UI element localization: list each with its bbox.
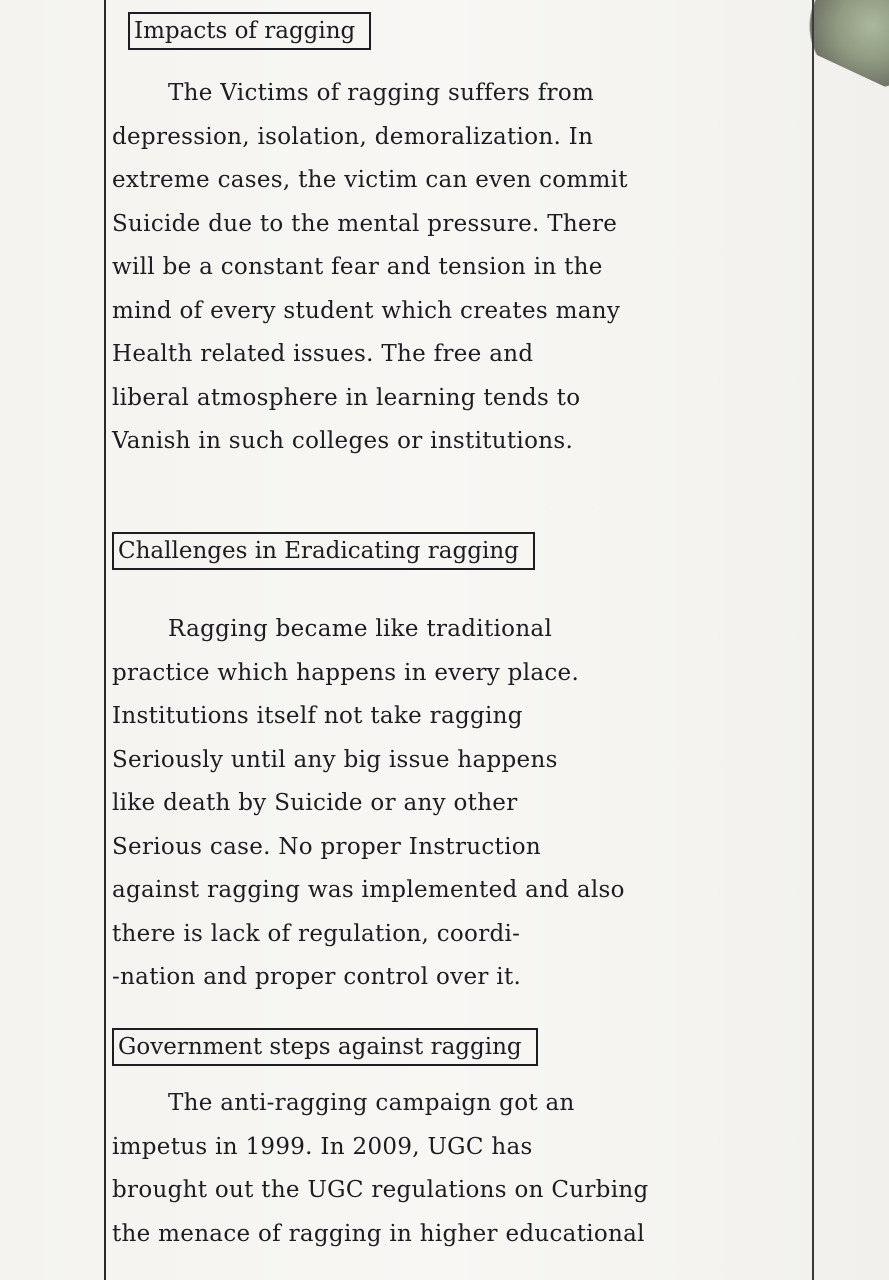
body-line: depression, isolation, demoralization. In [112, 123, 594, 150]
section-body-challenges [112, 608, 792, 1000]
body-line: impetus in 1999. In 2009, UGC has [112, 1133, 533, 1160]
section-body-impacts [112, 72, 792, 464]
body-line: practice which happens in every place. [112, 659, 580, 686]
corner-object [786, 0, 889, 91]
body-line: like death by Suicide or any other [112, 790, 518, 816]
body-line: mind of every student which creates many [112, 297, 621, 324]
body-line: extreme cases, the victim can even commit [112, 167, 628, 193]
body-line: Institutions itself not take ragging [112, 703, 523, 729]
section-heading-challenges: Challenges in Eradicating ragging [112, 532, 535, 570]
body-line: -nation and proper control over it. [112, 964, 522, 990]
body-line: brought out the UGC regulations on Curbing [112, 1177, 649, 1203]
body-line: Health related issues. The free and [112, 341, 534, 367]
body-line: will be a constant fear and tension in the [112, 254, 603, 280]
body-line: against ragging was implemented and also [112, 877, 625, 903]
body-line: Suicide due to the mental pressure. There [112, 210, 618, 237]
body-line: Seriously until any big issue happens [112, 746, 558, 773]
body-line: liberal atmosphere in learning tends to [112, 384, 581, 411]
body-line: there is lack of regulation, coordi- [112, 920, 521, 947]
body-line: the menace of ragging in higher educational [112, 1220, 645, 1247]
section-body-government [112, 1082, 792, 1256]
body-line: Vanish in such colleges or institutions. [112, 428, 574, 454]
body-line: Serious case. No proper Instruction [112, 833, 542, 860]
section-heading-impacts: Impacts of ragging [128, 12, 371, 50]
body-line: The anti-ragging campaign got an [168, 1090, 575, 1116]
right-margin-line [812, 0, 814, 1280]
body-line: The Victims of ragging suffers from [168, 80, 595, 106]
body-line: Ragging became like traditional [168, 616, 553, 642]
section-heading-government: Government steps against ragging [112, 1028, 538, 1066]
left-margin-line [104, 0, 106, 1280]
